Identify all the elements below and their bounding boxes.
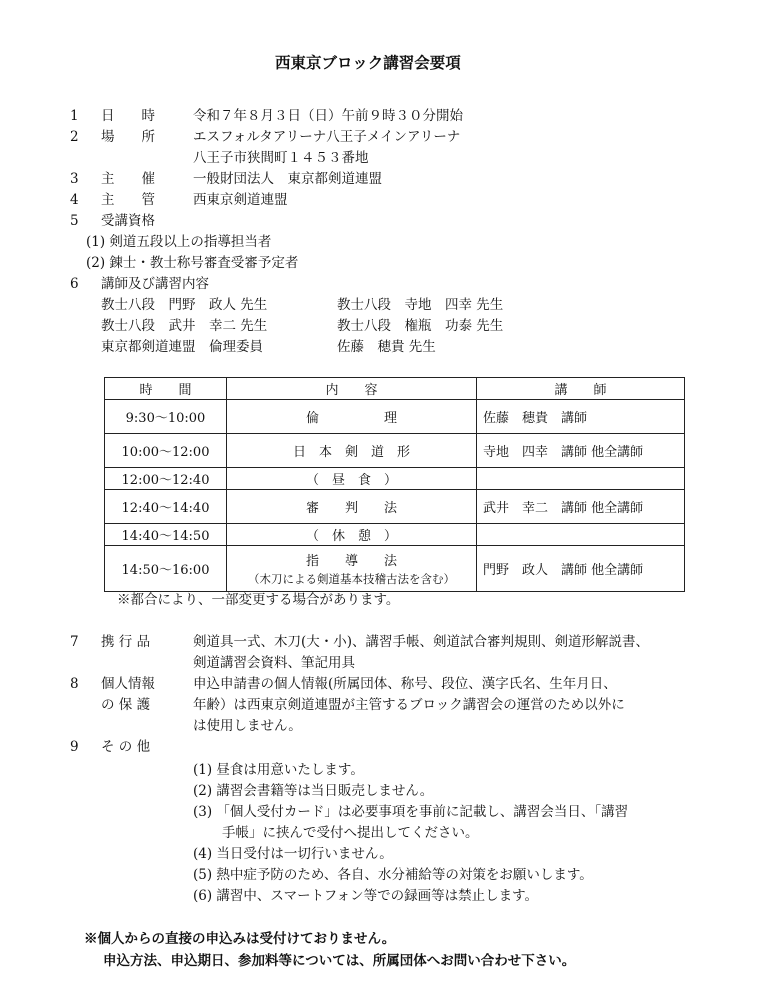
row-content: 日 本 剣 道 形 (227, 434, 477, 468)
privacy-line: は使用しません。 (193, 718, 302, 734)
footer-notice: ※個人からの直接の申込みは受付けておりません。 (84, 931, 396, 947)
item-label: 講師及び講習内容 (101, 276, 209, 292)
item-number: 7 (70, 634, 79, 650)
item-number: 3 (70, 171, 79, 187)
item-label: 日 時 (101, 108, 155, 124)
schedule-note: ※都合により、一部変更する場合があります。 (117, 592, 400, 608)
row-content-sub: （木刀による剣道基本技稽古法を含む） (248, 572, 455, 586)
item-number: 9 (70, 739, 79, 755)
item-number: 2 (70, 129, 79, 145)
row-content: 審 判 法 (227, 490, 477, 524)
lecturer-entry: 教士八段 門野 政人 先生 (101, 297, 268, 313)
row-lecturer (477, 524, 685, 546)
item-number: 8 (70, 676, 79, 692)
row-time: 14:40〜14:50 (105, 524, 227, 546)
other-item: (1) 昼食は用意いたします。 (193, 762, 364, 778)
place-value: エスフォルタアリーナ八王子メインアリーナ (193, 129, 461, 145)
row-content: （ 休 憩 ） (227, 524, 477, 546)
row-time: 14:50〜16:00 (105, 546, 227, 592)
privacy-line: 年齢）は西東京剣道連盟が主管するブロック講習会の運営のため以外に (193, 697, 625, 713)
row-lecturer: 佐藤 穂貴 講師 (477, 400, 685, 434)
footer-notice: 申込方法、申込期日、参加料等については、所属団体へお問い合わせ下さい。 (103, 953, 576, 969)
table-row (105, 400, 685, 434)
date-value: 令和７年８月３日（日）午前９時３０分開始 (193, 108, 463, 124)
manager-value: 西東京剣道連盟 (193, 192, 288, 208)
row-content (227, 546, 477, 592)
place-address: 八王子市狭間町１４５３番地 (193, 150, 369, 166)
item-label: 携 行 品 (101, 634, 151, 650)
table-row (105, 490, 685, 524)
column-header-content: 内 容 (227, 378, 477, 400)
other-item: 手帳」に挟んで受付へ提出してください。 (222, 825, 479, 841)
row-content-main: 指 導 法 (305, 554, 397, 569)
other-item: (4) 当日受付は一切行いません。 (193, 846, 393, 862)
item-label: 主 催 (101, 171, 155, 187)
item-label: 受講資格 (101, 213, 155, 229)
item-number: 5 (70, 213, 79, 229)
table-row (105, 468, 685, 490)
lecturer-entry: 教士八段 武井 幸二 先生 (101, 318, 268, 334)
page-title: 西東京ブロック講習会要項 (275, 53, 461, 72)
row-lecturer (477, 468, 685, 490)
table-header-row (105, 378, 685, 400)
other-item: (6) 講習中、スマートフォン等での録画等は禁止します。 (193, 888, 538, 904)
row-content: （ 昼 食 ） (227, 468, 477, 490)
column-header-lecturer: 講 師 (477, 378, 685, 400)
row-content: 倫 理 (227, 400, 477, 434)
row-lecturer: 門野 政人 講師 他全講師 (477, 546, 685, 592)
other-item: (5) 熱中症予防のため、各自、水分補給等の対策をお願いします。 (193, 867, 593, 883)
privacy-line: 申込申請書の個人情報(所属団体、称号、段位、漢字氏名、生年月日、 (193, 676, 617, 692)
table-row (105, 546, 685, 592)
host-value: 一般財団法人 東京都剣道連盟 (193, 171, 382, 187)
row-lecturer: 寺地 四幸 講師 他全講師 (477, 434, 685, 468)
item-number: 6 (70, 276, 79, 292)
item-label: 個人情報 (101, 676, 155, 692)
row-time: 9:30〜10:00 (105, 400, 227, 434)
table-row (105, 434, 685, 468)
lecturer-entry: 東京都剣道連盟 倫理委員 (101, 339, 263, 355)
row-time: 12:40〜14:40 (105, 490, 227, 524)
item-label: そ の 他 (101, 739, 151, 755)
lecturer-entry: 佐藤 穂貴 先生 (337, 339, 436, 355)
table-row (105, 524, 685, 546)
other-item: (2) 講習会書籍等は当日販売しません。 (193, 783, 434, 799)
item-number: 4 (70, 192, 79, 208)
item-label: の 保 護 (101, 697, 151, 713)
qualification-2: (2) 錬士・教士称号審査受審予定者 (86, 255, 299, 271)
row-lecturer: 武井 幸二 講師 他全講師 (477, 490, 685, 524)
schedule-table (104, 377, 685, 592)
item-label: 場 所 (101, 129, 155, 145)
bring-line: 剣道講習会資料、筆記用具 (193, 655, 355, 671)
lecturer-entry: 教士八段 権瓶 功泰 先生 (337, 318, 504, 334)
row-time: 12:00〜12:40 (105, 468, 227, 490)
other-item: (3) 「個人受付カード」は必要事項を事前に記載し、講習会当日、「講習 (193, 804, 629, 820)
item-label: 主 管 (101, 192, 155, 208)
lecturer-entry: 教士八段 寺地 四幸 先生 (337, 297, 504, 313)
item-number: 1 (70, 108, 79, 124)
row-time: 10:00〜12:00 (105, 434, 227, 468)
bring-line: 剣道具一式、木刀(大・小)、講習手帳、剣道試合審判規則、剣道形解説書、 (193, 634, 650, 650)
column-header-time: 時 間 (105, 378, 227, 400)
qualification-1: (1) 剣道五段以上の指導担当者 (86, 234, 272, 250)
